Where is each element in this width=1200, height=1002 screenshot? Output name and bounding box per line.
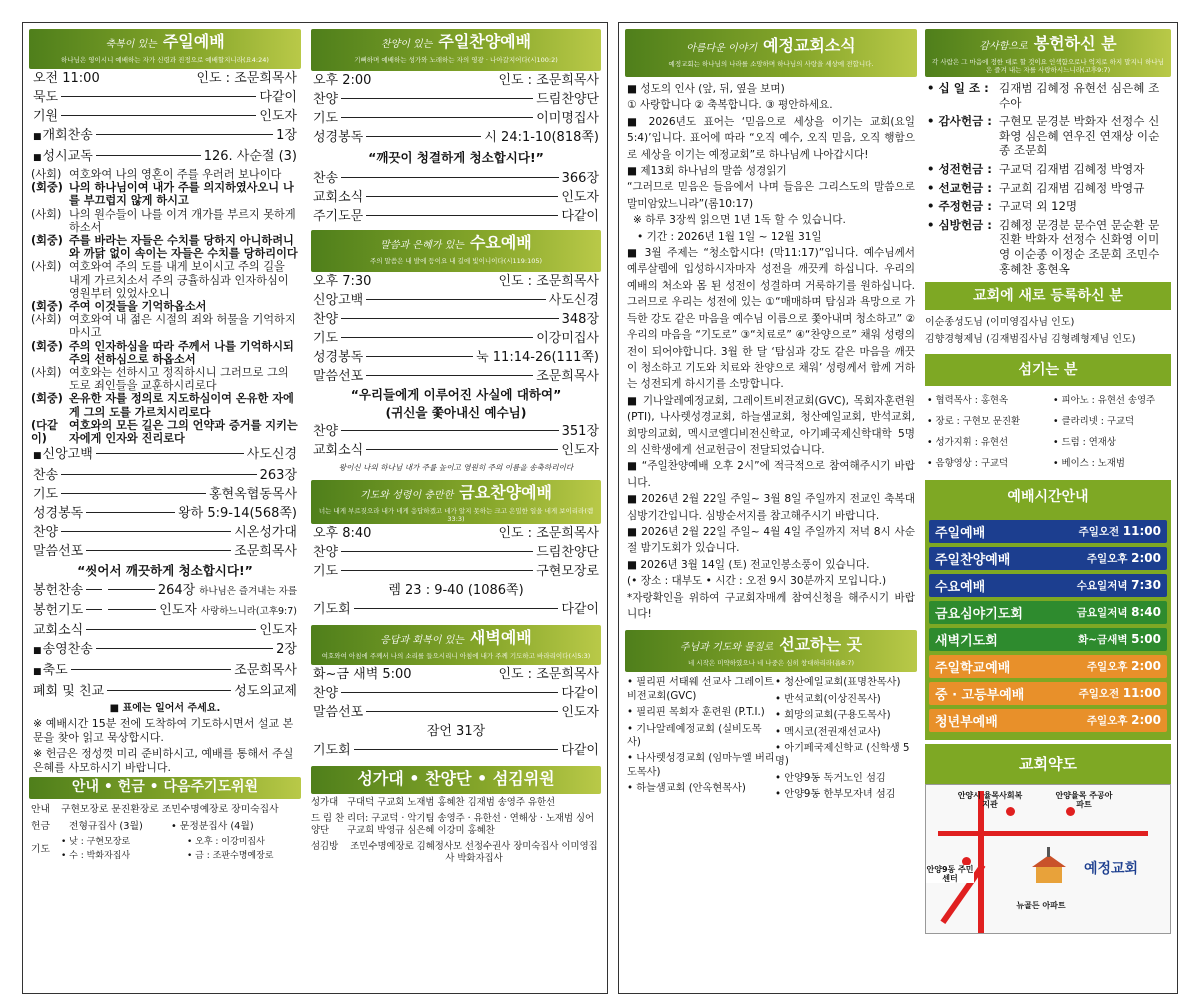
offering-type: • 성전헌금 : xyxy=(927,161,992,176)
order-value: 다같이 xyxy=(259,90,297,105)
order-value: 인도자 xyxy=(159,603,197,619)
speaker: (회중) xyxy=(31,181,63,195)
news-item: ■ 2026년 2월 22일 주일~ 4월 4일 주일까지 저녁 8시 사순절 밤기도회가 있습니다. xyxy=(627,525,915,555)
order-label: 성경봉독 xyxy=(313,130,364,145)
news-item: ① 사랑합니다 ② 축복합니다. ③ 평안하세요. xyxy=(627,99,833,112)
schedule-time: 주일오전 11:00 xyxy=(1078,524,1161,539)
order-label: 말씀선포 xyxy=(313,705,364,720)
new-member-list: 이순종성도님 (이미영집사님 인도) 김향경형제님 (김재범집사님 김형례형제님 인도) xyxy=(925,317,1136,346)
servers-list xyxy=(925,386,1171,478)
order-label: 오후 7:30 xyxy=(313,274,372,289)
reading-text: 온유한 자를 정의로 지도하심이여 온유한 자에게 그의 도를 가르치시리로다 xyxy=(69,392,294,419)
order-row xyxy=(313,169,599,188)
order-row xyxy=(33,581,297,601)
mission-item: • 안양9동 독거노인 섬김 xyxy=(775,772,886,784)
order-value: 인도자 xyxy=(561,443,599,458)
responsive-line xyxy=(31,234,299,260)
mission-item: • 멕시코(전권재선교사) xyxy=(775,726,881,738)
offering-type: • 주정헌금 : xyxy=(927,199,992,214)
dawn-scripture: 잠언 31장 xyxy=(426,724,486,739)
order-row xyxy=(313,684,599,703)
speaker: (다같이) xyxy=(31,418,58,446)
order-value: 인도 : 조문희목사 xyxy=(498,73,599,88)
order-value: 시온성가대 xyxy=(234,525,297,541)
order-label: 오전 11:00 xyxy=(33,71,100,86)
order-label: 기도 xyxy=(33,487,59,503)
server-right: • 드럼 : 연재상 xyxy=(1053,437,1116,449)
order-label: ■ 축도 xyxy=(33,661,68,682)
news-item: ■ “주일찬양예배 오후 2시”에 적극적으로 참여해주시기 바랍니다. xyxy=(627,460,915,489)
server-row xyxy=(927,432,1169,453)
speaker: (회중) xyxy=(31,392,63,406)
friday-header: 기도와 성령이 충만한 금요찬양예배 너는 내게 부르짖으라 내가 네게 응답하겠고 네가 알지 못하는 크고 은밀한 일을 네게 보이리라(렘33:3) xyxy=(311,480,601,524)
order-row xyxy=(33,126,297,147)
order-row xyxy=(313,367,599,386)
responsive-line xyxy=(31,313,299,339)
order-label: 폐회 및 친교 xyxy=(33,684,105,700)
info-column xyxy=(925,29,1171,934)
order-value: 조문희목사 xyxy=(234,663,297,679)
order-row xyxy=(313,441,599,460)
order-row xyxy=(33,640,297,661)
speaker: (사회) xyxy=(31,207,62,221)
speaker: (사회) xyxy=(31,168,62,181)
order-row xyxy=(33,147,297,168)
church-building-icon xyxy=(1032,853,1066,883)
offering-row xyxy=(927,81,1169,110)
order-value: 348장 xyxy=(561,312,599,327)
order-row xyxy=(313,741,599,760)
responsive-line xyxy=(31,208,299,234)
order-label: ■ 송영찬송 xyxy=(33,640,93,661)
mission-item: • 안양9동 한부모자녀 섬김 xyxy=(775,789,896,801)
news-item: ■ 3월 주제는 “청소합시다! (막11:17)”입니다. 예수님께서 예루살렘에 입성하시자마자 성전을 깨끗케 하십니다. 우리의 예배의 처소와 몸 된 성전이 성결하며 거룩하기를 원하십니다. 그러므로 우리는 성전에 있는 ①“매매하며 탐심과 욕망으로 가득한 강도 같은 마음을 예수님 이름으로 쫓아내며 청소하고” ②우리의 마음을 “기도로” ③“치료로” ④“찬양으로” 채워 성령의 전이 되어야합니다. 3월 한 달 ‘탐심과 강도 같은 마음을 깨끗이 청소하고 기도와 치료와 찬양으로 채워’ 성령께서 함께 거하는 성전되게 하시기를 소망합니다. xyxy=(627,247,915,391)
order-label: 찬양 xyxy=(313,545,339,560)
order-value: 홍현옥협동목사 xyxy=(209,487,297,503)
order-value: 2장 xyxy=(276,642,297,658)
mission-header: 주님과 기도와 물질로 선교하는 곳 네 시작은 미약하였으나 네 나중은 심히 창대하리라(욥8:7) xyxy=(625,630,917,672)
order-label: 말씀선포 xyxy=(33,544,84,560)
offering-row xyxy=(927,114,1169,158)
wednesday-order-2 xyxy=(311,422,601,460)
offering-list xyxy=(925,77,1171,276)
speaker: (회중) xyxy=(31,234,63,248)
order-row xyxy=(313,291,599,310)
order-row xyxy=(313,348,599,367)
order-label: 찬양 xyxy=(313,424,339,439)
worship-notes xyxy=(29,717,301,775)
news-header: 아름다운 이야기 예정교회소식 예정교회는 하나님의 나라를 소망하며 하나님의 사랑을 세상에 전합니다. xyxy=(625,29,917,77)
order-value: 351장 xyxy=(561,424,599,439)
order-value: 1장 xyxy=(276,128,297,143)
sunday-sermon-title: “씻어서 깨끗하게 청소합시다!” xyxy=(77,563,253,579)
reading-text: 여호와여 내 젊은 시절의 죄와 허물을 기억하지 마시고 xyxy=(69,313,296,340)
order-label: 찬양 xyxy=(313,92,339,107)
guide-table: 안내 구현모장로 문진환장로 조민수명예장로 장미숙집사 헌금 전형규집사 (3월) • 문정분집사 (4월) 기도 • 낮 : 구현모장로 • 오후 : 이강미집사 • 수 : 박화자집사 • 금 : 조판수명예장로 xyxy=(31,804,279,862)
order-value: 인도자 xyxy=(259,109,297,124)
server-left: • 협력목사 : 홍현옥 xyxy=(927,395,1009,407)
order-label: 묵도 xyxy=(33,90,59,105)
speaker: (사회) xyxy=(31,366,62,380)
mission-item: • 나사렛성경교회 (임마누엘 버리도목사) xyxy=(627,753,775,778)
server-row xyxy=(927,453,1169,474)
mission-item: • 하늘샘교회 (안옥현목사) xyxy=(627,783,746,795)
offering-names: 구교덕 김재범 김혜정 박영자 xyxy=(999,161,1145,176)
worship-note: ※ 예배시간 15분 전에 도착하여 기도하시면서 설교 본문을 찾아 읽고 묵상합시다. xyxy=(33,717,294,745)
offering-row xyxy=(927,181,1169,196)
order-value: 다같이 xyxy=(561,686,599,701)
reading-text: 주를 바라는 자들은 수치를 당하지 아니하려니와 까닭 없이 속이는 자들은 수치를 당하리이다 xyxy=(69,234,298,261)
map-label-center: 안양9동 주민센터 xyxy=(926,865,974,884)
news-item: • 기간 : 2026년 1월 1일 ~ 12월 31일 xyxy=(637,230,822,243)
news-body xyxy=(625,77,917,622)
offering-names: 구현모 문경분 박화자 선정수 신화영 심은혜 연우진 연재상 이순종 조문희 xyxy=(999,114,1160,158)
order-row xyxy=(33,621,297,640)
schedule-name: 중 · 고등부예배 xyxy=(935,688,1025,704)
order-label: 기도 xyxy=(313,564,339,579)
news-item: ■ 2026년 2월 22일 주일~ 3월 8일 주일까지 전교인 축복대심방기간입니다. 심방순서지를 참고해주시기 바랍니다. xyxy=(627,493,915,522)
schedule-time: 화~금새벽 5:00 xyxy=(1078,632,1161,647)
schedule-name: 주일찬양예배 xyxy=(935,553,1011,569)
order-label: ■ 개회찬송 xyxy=(33,126,93,147)
order-row xyxy=(33,682,297,701)
order-row xyxy=(313,272,599,291)
schedule-list xyxy=(925,514,1171,740)
choir-header: 성가대 • 찬양단 • 섬김위원 xyxy=(311,766,601,794)
news-item: *자랑확인을 위하여 구교회자매께 참여신청을 해주시기 바랍니다! xyxy=(627,591,915,620)
sunday-praise-order-2 xyxy=(311,169,601,226)
responsive-line xyxy=(31,340,299,366)
church-map xyxy=(925,784,1171,934)
worship-note: ※ 헌금은 정성껏 미리 준비하시고, 예배를 통해서 주실 은혜를 사모하시기 바랍니다. xyxy=(33,747,294,775)
server-right: • 피아노 : 유현선 송영주 xyxy=(1053,395,1156,407)
order-label: 찬송 xyxy=(33,468,59,484)
responsive-line xyxy=(31,181,299,207)
news-item: “그러므로 믿음은 들음에서 나며 들음은 그리스도의 말씀으로 말미암았느니라”(롬10:17) xyxy=(627,181,915,210)
order-row xyxy=(33,542,297,561)
offering-row xyxy=(927,162,1169,177)
offering-names: 김혜정 문경분 문수연 문순환 문진환 박화자 선정수 신화영 이미영 이순종 이정순 조문희 조민수 홍혜찬 홍현옥 xyxy=(999,217,1160,276)
schedule-name: 주일학교예배 xyxy=(935,661,1011,677)
wednesday-sermon-2: (귀신을 쫓아내신 예수님) xyxy=(385,405,527,420)
order-row xyxy=(313,562,599,581)
order-row xyxy=(33,601,297,621)
server-right: • 클라리넷 : 구교덕 xyxy=(1053,416,1135,428)
offering-type: • 심방헌금 : xyxy=(927,217,992,232)
mission-list xyxy=(625,672,917,804)
order-value: 이강미집사 xyxy=(536,331,599,346)
reading-text: 여호와는 선하시고 정직하시니 그러므로 그의 도로 죄인들을 교훈하시리로다 xyxy=(69,366,289,393)
schedule-time: 주일오전 11:00 xyxy=(1078,686,1161,701)
reading-text: 나의 원수들이 나를 이겨 개가를 부르지 못하게 하소서 xyxy=(69,207,296,234)
order-row xyxy=(313,109,599,128)
order-value: 인도 : 조문희목사 xyxy=(196,71,297,86)
reading-text: 여호와의 모든 길은 그의 언약과 증거를 지키는 자에게 인자와 진리로다 xyxy=(69,418,298,446)
reading-text: 여호와여 주의 도를 내게 보이시고 주의 길을 내게 가르치소서 주의 긍휼하심과 인자하심이 영원부터 있었사오니 xyxy=(69,260,289,300)
order-value: 왕하 5:9-14(568쪽) xyxy=(178,506,297,522)
order-value: 인도자 xyxy=(259,623,297,639)
schedule-row xyxy=(929,547,1167,570)
schedule-name: 주일예배 xyxy=(935,526,986,542)
order-label: 기도회 xyxy=(313,743,351,758)
responsive-line xyxy=(31,300,299,313)
order-value: 366장 xyxy=(561,171,599,186)
speaker: (회중) xyxy=(31,300,63,314)
map-label-church: 예정교회 xyxy=(1083,861,1139,878)
order-value: 263장 xyxy=(259,468,297,484)
left-page xyxy=(22,22,608,994)
order-value: 인도 : 조문희목사 xyxy=(498,526,599,541)
order-value: 다같이 xyxy=(561,602,599,617)
order-value: 사도신경 xyxy=(246,447,297,463)
dawn-order xyxy=(311,665,601,722)
map-label-apartment: 안양율목 주공아파트 xyxy=(1055,791,1113,810)
mission-item: • 필리핀 목회자 훈련원 (P.T.I.) xyxy=(627,707,765,719)
order-value: 사도신경 xyxy=(548,293,599,308)
news-item: ■ 2026년 3월 14일 (토) 전교인봉소풍이 있습니다. xyxy=(627,558,870,571)
reading-text: 주의 인자하심을 따라 주께서 나를 기억하시되 주의 선하심으로 하옵소서 xyxy=(69,339,294,366)
order-label: 기도 xyxy=(313,111,339,126)
sunday-worship-column xyxy=(29,29,301,863)
news-item: ■ 성도의 인사 (앞, 뒤, 옆을 보며) xyxy=(627,83,785,95)
schedule-row xyxy=(929,682,1167,705)
order-row xyxy=(313,665,599,684)
order-row xyxy=(313,600,599,619)
order-value: 126. 사순절 (3) xyxy=(203,149,297,164)
order-row xyxy=(33,504,297,523)
schedule-row xyxy=(929,709,1167,732)
server-row xyxy=(927,390,1169,411)
order-value: 인도 : 조문희목사 xyxy=(498,274,599,289)
offering-row xyxy=(927,218,1169,276)
responsive-reading xyxy=(29,168,301,445)
order-row xyxy=(33,445,297,466)
order-note: 하나님은 즐겨내는 자를 xyxy=(199,586,297,598)
speaker: (사회) xyxy=(31,313,62,327)
mission-item: • 희망의교회(구용도목사) xyxy=(775,710,891,722)
mission-item: • 필리핀 서태웨 선교사 그레이트비전교회(GVC) xyxy=(627,677,774,702)
order-row xyxy=(313,90,599,109)
order-label: 봉헌기도 xyxy=(33,603,84,619)
dawn-order-2 xyxy=(311,741,601,760)
order-label: 주기도문 xyxy=(313,209,364,224)
server-row xyxy=(927,411,1169,432)
news-item: ■ 기나알레예정교회, 그레이트비전교회(GVC), 목회자훈련원(PTI), 나사렛성경교회, 하늘샘교회, 청산예일교회, 반석교회, 희망의교회, 멕시코엘디비전신학교, 아기페국제신학대학 5명의 신학생에게 선교헌금이 전달되었습니다. xyxy=(627,394,915,456)
guide-header: 안내 • 헌금 • 다음주기도위원 xyxy=(29,777,301,799)
sunday-worship-header: 축복이 있는 주일예배 하나님은 영이시니 예배하는 자가 신령과 진정으로 예배할지니라(요4:24) xyxy=(29,29,301,69)
order-label: 성경봉독 xyxy=(33,506,84,522)
offering-names: 구교덕 외 12명 xyxy=(999,199,1078,214)
order-row xyxy=(33,661,297,682)
new-member-header: 교회에 새로 등록하신 분 xyxy=(925,282,1171,310)
order-value: 드림찬양단 xyxy=(536,545,599,560)
order-label: 교회소식 xyxy=(33,623,84,639)
order-value: 조문희목사 xyxy=(536,369,599,384)
map-label-newgolden: 뉴골든 아파트 xyxy=(1016,901,1066,911)
order-value: 264장 xyxy=(157,583,196,599)
map-road-vertical xyxy=(978,791,984,933)
offering-header: 감사함으로 봉헌하신 분 각 사람은 그 마음에 정한 대로 할 것이요 인색함으로나 억지로 하지 말지니 하나님은 즐겨 내는 자를 사랑하시느니라(고후9:7) xyxy=(925,29,1171,77)
server-left: • 장로 : 구현모 문진환 xyxy=(927,416,1021,428)
friday-scripture: 렘 23 : 9-40 (1086쪽) xyxy=(388,583,524,598)
news-column xyxy=(625,29,917,805)
order-value: 인도 : 조문희목사 xyxy=(498,667,599,682)
order-label: 기도 xyxy=(313,331,339,346)
order-value: 다같이 xyxy=(561,209,599,224)
order-row xyxy=(313,310,599,329)
offering-type: • 십 일 조 : xyxy=(927,81,989,95)
order-note: 사랑하느니라(고후9:7) xyxy=(200,606,297,618)
schedule-row xyxy=(929,574,1167,597)
choir-table: 성가대 구대덕 구교회 노재범 홍혜찬 김재범 송영주 유한선 드 림 찬양단 리더: 구교덕 · 악기팀 송영주 · 유한선 · 연해상 · 노재범 싱어 구교희 박영규 심은혜 이강미 홍혜찬 섬김방 조민수명예장로 김혜정사모 선정수권사 장미숙집사 이미영집사 박화자집사 xyxy=(311,797,598,864)
news-item: ■ 2026년도 표어는 ‘믿음으로 세상을 이기는 교회(요일 5:4)’입니다. 표어에 따라 “오직 예수, 오직 믿음, 오직 행함으로 세상을 이기는 예정교회”로 하나님께 나아갑시다! xyxy=(627,115,915,161)
order-label: 신앙고백 xyxy=(313,293,364,308)
server-left: • 성가지휘 : 유현선 xyxy=(927,437,1009,449)
order-value: 성도의교제 xyxy=(234,684,297,700)
sunday-order-3 xyxy=(29,581,301,701)
wednesday-sermon-1: “우리들에게 이루어진 사실에 대하여” xyxy=(350,387,562,402)
order-label: 기원 xyxy=(33,109,59,124)
schedule-name: 새벽기도회 xyxy=(935,634,998,650)
speaker: (사회) xyxy=(31,260,62,274)
order-label: 찬양 xyxy=(313,686,339,701)
order-value: 인도자 xyxy=(561,190,599,205)
friday-order-2 xyxy=(311,600,601,619)
schedule-time: 주일오후 2:00 xyxy=(1086,551,1161,566)
sunday-praise-header: 찬양이 있는 주일찬양예배 기뻐하며 예배하는 성가와 노래하는 자의 영광 · 나아갈지어다(시100:2) xyxy=(311,29,601,71)
reading-text: 나의 하나님이여 내가 주를 의지하였사오니 나를 부끄럽지 않게 하시고 xyxy=(69,181,294,208)
schedule-row xyxy=(929,520,1167,543)
order-row xyxy=(313,207,599,226)
order-row xyxy=(33,107,297,126)
order-row xyxy=(313,543,599,562)
mission-item: • 반석교회(이상진목사) xyxy=(775,693,881,705)
order-value: 눅 11:14-26(111쪽) xyxy=(476,350,599,365)
schedule-row xyxy=(929,601,1167,624)
order-label: ■ 성시교독 xyxy=(33,147,93,168)
mission-item: • 기나알레예정교회 (실비도목사) xyxy=(627,723,762,749)
server-right: • 베이스 : 노재범 xyxy=(1053,458,1125,470)
order-row xyxy=(313,128,599,147)
offering-type: • 감사헌금 : xyxy=(927,114,992,129)
news-item: (• 장소 : 대부도 • 시간 : 오전 9시 30분까지 모입니다.) xyxy=(627,575,887,588)
schedule-name: 금요심야기도회 xyxy=(935,607,1023,623)
sunday-order-2 xyxy=(29,445,301,561)
standing-note: ■ 표에는 일어서 주세요. xyxy=(109,703,221,715)
map-road-horizontal xyxy=(938,831,1148,836)
mission-item: • 청산예일교회(표명찬목사) xyxy=(775,677,901,689)
offering-names: 김재범 김혜정 유현선 심은혜 조수아 xyxy=(999,81,1160,110)
order-label: 찬양 xyxy=(313,312,339,327)
reading-text: 여호와여 나의 영혼이 주를 우러러 보나이다 xyxy=(69,168,282,181)
responsive-line xyxy=(31,260,299,300)
right-page xyxy=(618,22,1178,994)
responsive-line xyxy=(31,419,299,445)
order-value: 구현모장로 xyxy=(536,564,599,579)
news-item: ※ 하루 3장씩 읽으면 1년 1독 할 수 있습니다. xyxy=(633,214,846,227)
news-item: ■ 제13회 하나님의 말씀 성경읽기 xyxy=(627,165,787,178)
server-left: • 음향영상 : 구교덕 xyxy=(927,458,1009,470)
order-label: 교회소식 xyxy=(313,190,364,205)
order-row xyxy=(33,466,297,485)
order-row xyxy=(313,422,599,441)
mission-item: • 아기페국제신학교 (신학생 5명) xyxy=(775,743,910,768)
order-value: 드림찬양단 xyxy=(536,92,599,107)
sunday-praise-order xyxy=(311,71,601,147)
schedule-name: 수요예배 xyxy=(935,580,986,596)
order-row xyxy=(33,69,297,88)
order-label: 봉헌찬송 xyxy=(33,583,84,599)
order-label: 찬양 xyxy=(33,525,59,541)
reading-text: 주여 이것들을 기억하옵소서 xyxy=(69,300,207,314)
map-header: 교회약도 xyxy=(925,744,1171,784)
order-label: 오후 2:00 xyxy=(313,73,372,88)
friday-order xyxy=(311,524,601,581)
wednesday-order xyxy=(311,272,601,386)
responsive-line xyxy=(31,392,299,418)
order-row xyxy=(313,188,599,207)
order-label: 성경봉독 xyxy=(313,350,364,365)
responsive-line xyxy=(31,366,299,392)
order-value: 다같이 xyxy=(561,743,599,758)
schedule-time: 주일오후 2:00 xyxy=(1086,659,1161,674)
order-value: 인도자 xyxy=(561,705,599,720)
order-row xyxy=(33,88,297,107)
order-label: 오후 8:40 xyxy=(313,526,372,541)
offering-type: • 선교헌금 : xyxy=(927,180,992,195)
wednesday-header: 말씀과 은혜가 있는 수요예배 주의 말씀은 내 발에 등이요 내 길에 빛이니이다(시119:105) xyxy=(311,230,601,272)
order-label: 교회소식 xyxy=(313,443,364,458)
order-row xyxy=(313,329,599,348)
order-row xyxy=(313,71,599,90)
offering-names: 구교희 김재범 김혜정 박영규 xyxy=(999,180,1145,195)
order-row xyxy=(33,485,297,504)
order-label: 화~금 새벽 5:00 xyxy=(313,667,412,682)
schedule-time: 수요일저녁 7:30 xyxy=(1076,578,1161,593)
dawn-header: 응답과 회복이 있는 새벽예배 여호와여 아침에 주께서 나의 소리를 들으시리니 아침에 내가 주께 기도하고 바라리이다(시5:3) xyxy=(311,625,601,665)
sunday-praise-sermon: “깨끗이 청결하게 청소합시다!” xyxy=(368,150,544,165)
order-value: 조문희목사 xyxy=(234,544,297,560)
order-label: ■ 신앙고백 xyxy=(33,445,93,466)
responsive-line xyxy=(31,168,299,181)
offering-row xyxy=(927,199,1169,214)
schedule-row xyxy=(929,628,1167,651)
schedule-time: 금요일저녁 8:40 xyxy=(1076,605,1161,620)
order-row xyxy=(313,703,599,722)
order-label: 찬송 xyxy=(313,171,339,186)
order-value: 시 24:1-10(818쪽) xyxy=(484,130,599,145)
schedule-time: 주일오후 2:00 xyxy=(1086,713,1161,728)
wednesday-footer-verse: 왕이신 나의 하나님 내가 주를 높이고 영원히 주의 이름을 송축하리이다 xyxy=(338,463,574,472)
sunday-order xyxy=(29,69,301,168)
order-value: 이미명집사 xyxy=(536,111,599,126)
order-label: 기도회 xyxy=(313,602,351,617)
other-services-column xyxy=(311,29,601,865)
speaker: (회중) xyxy=(31,339,63,353)
schedule-header: 예배시간안내 xyxy=(925,480,1171,514)
schedule-name: 청년부예배 xyxy=(935,715,998,731)
schedule-row xyxy=(929,655,1167,678)
order-row xyxy=(33,523,297,542)
map-label-welfare: 안양시 율목사회복지관 xyxy=(957,791,1023,810)
order-label: 말씀선포 xyxy=(313,369,364,384)
servers-header: 섬기는 분 xyxy=(925,354,1171,386)
